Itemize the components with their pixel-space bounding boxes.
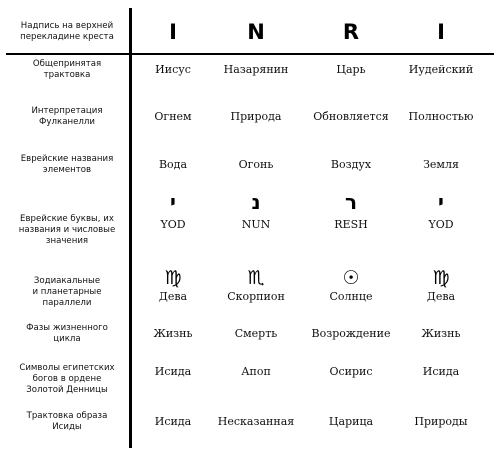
cell: Исида: [422, 365, 460, 378]
row-gods: [0, 362, 500, 398]
cell: Царица: [328, 415, 374, 428]
row-isis: [0, 410, 500, 436]
cell: Апоп: [241, 365, 271, 378]
scorpio-icon: ♏: [247, 267, 265, 289]
sun-icon: ☉: [342, 267, 360, 289]
cell: Несказанная: [217, 415, 295, 428]
cell: Огонь: [238, 158, 274, 171]
header-letter-3: R: [342, 20, 360, 44]
hebrew-letter-icon: ר: [344, 190, 358, 214]
cell: Природа: [230, 110, 282, 123]
cell: NUN: [241, 218, 271, 231]
hebrew-letter-icon: י: [170, 190, 176, 214]
header-letter-2: N: [247, 20, 265, 44]
hebrew-letter-icon: י: [438, 190, 444, 214]
cell: Иисус: [155, 63, 191, 76]
cell: YOD: [428, 218, 454, 231]
cell: YOD: [160, 218, 186, 231]
row-fulcanelli: [0, 105, 500, 131]
cell: Солнце: [329, 290, 373, 303]
cell: Возрождение: [311, 327, 391, 340]
cell: Назарянин: [223, 63, 289, 76]
header-label: Надпись на верхней перекладине креста: [20, 21, 114, 42]
row-label: Трактовка образа Исиды: [26, 411, 108, 432]
row-label: Еврейские названия элементов: [20, 154, 114, 175]
cell: Дева: [158, 290, 188, 303]
cell: Осирис: [329, 365, 373, 378]
cell: Огнем: [154, 110, 192, 123]
cell: Иудейский: [408, 63, 474, 76]
row-phases: [0, 322, 500, 348]
cell: Исида: [154, 365, 192, 378]
cell: Смерть: [234, 327, 278, 340]
virgo-icon: ♍: [164, 267, 182, 289]
row-zodiac: [0, 266, 500, 312]
header-letter-1: I: [169, 20, 177, 44]
row-label: Зодиакальные и планетарные параллели: [32, 275, 102, 308]
row-common: [0, 58, 500, 84]
cell: Земля: [423, 158, 459, 171]
cell: Природы: [414, 415, 468, 428]
cell: Жизнь: [421, 327, 461, 340]
cell: RESH: [334, 218, 368, 231]
cell: Жизнь: [153, 327, 193, 340]
cell: Обновляется: [313, 110, 389, 123]
cell: Полностью: [408, 110, 474, 123]
row-hebrew: [0, 190, 500, 250]
cell: Воздух: [330, 158, 372, 171]
row-label: Общепринятая трактовка: [32, 59, 102, 80]
row-label: Еврейские буквы, их названия и числовые значения: [18, 213, 116, 246]
row-label: Фазы жизненного цикла: [26, 323, 108, 344]
cell: Царь: [336, 63, 366, 76]
header-row: [0, 16, 500, 48]
row-label: Символы египетских богов в ордене Золотой Денницы: [19, 363, 115, 395]
header-letter-4: I: [437, 20, 445, 44]
row-label: Интерпретация Фулканелли: [31, 106, 103, 127]
row-elements: [0, 153, 500, 179]
cell: Дева: [426, 290, 456, 303]
virgo-icon: ♍: [432, 267, 450, 289]
hebrew-letter-icon: נ: [251, 190, 261, 214]
header-divider: [6, 53, 494, 55]
cell: Исида: [154, 415, 192, 428]
cell: Скорпион: [227, 290, 285, 303]
cell: Вода: [158, 158, 188, 171]
